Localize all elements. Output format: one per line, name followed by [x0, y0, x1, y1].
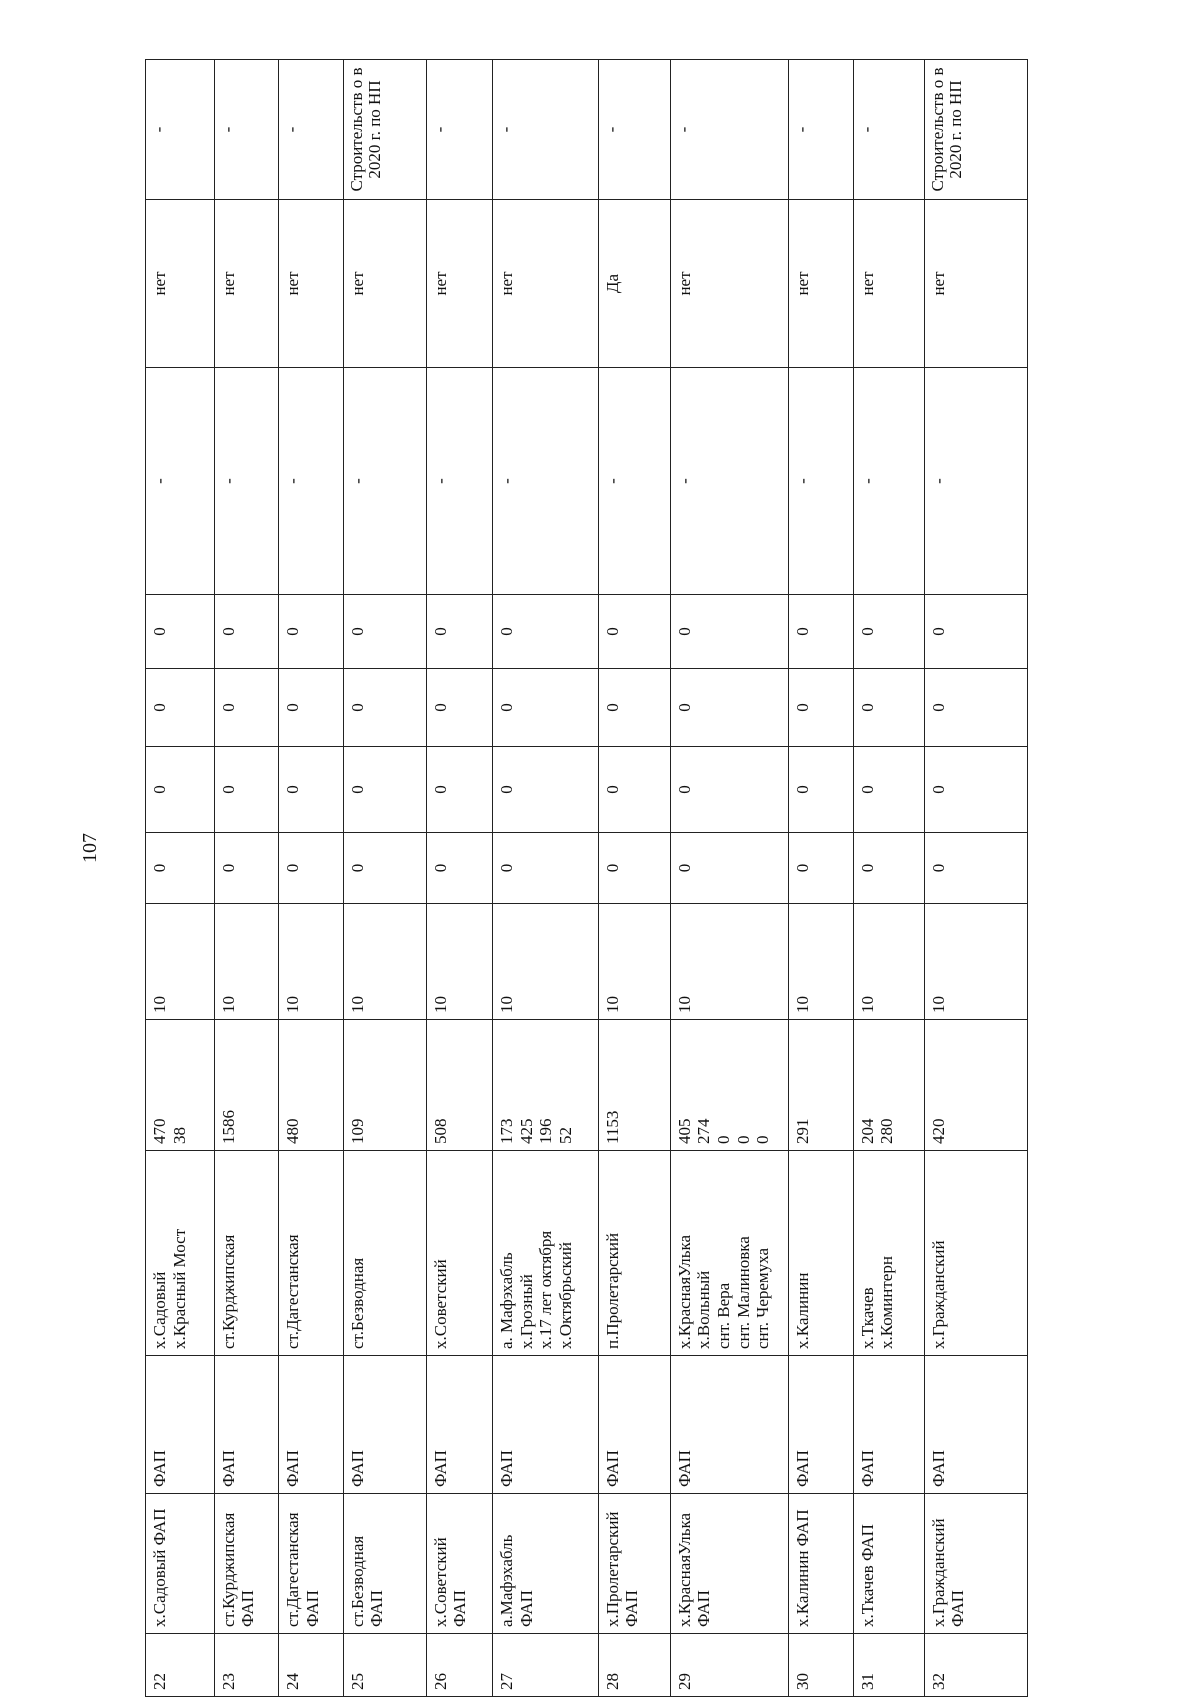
population-line: 38: [169, 1127, 189, 1144]
note: Строительств о в 2020 г. по НП: [924, 60, 1027, 200]
count-value: 10: [343, 904, 426, 1020]
row-number: 28: [598, 1634, 670, 1697]
zero-value: 0: [426, 747, 493, 833]
zero-value: 0: [214, 669, 278, 747]
population: [853, 1020, 924, 1151]
yes-no-flag: нет: [426, 200, 493, 368]
table-row: [789, 60, 853, 1697]
settlements-line: снт. Вера: [713, 1282, 733, 1349]
zero-value: 0: [598, 747, 670, 833]
row-number: 25: [343, 1634, 426, 1697]
zero-value: 0: [146, 833, 215, 904]
facility-name: х.Пролетарский ФАП: [598, 1494, 670, 1634]
population-line: 0: [733, 1135, 753, 1144]
zero-value: 0: [279, 747, 343, 833]
zero-value: 0: [493, 833, 598, 904]
facility-type: ФАП: [279, 1356, 343, 1494]
settlements: [670, 1151, 788, 1356]
settlements-line: х.Коминтерн: [877, 1256, 897, 1349]
settlements-line: х.Советский: [430, 1259, 450, 1349]
dash-value: -: [343, 368, 426, 595]
dash-value: -: [426, 368, 493, 595]
row-number: 31: [853, 1634, 924, 1697]
zero-value: 0: [214, 595, 278, 669]
row-number: 30: [789, 1634, 853, 1697]
zero-value: 0: [670, 669, 788, 747]
population-line: 420: [928, 1118, 948, 1144]
population-line: 1586: [218, 1110, 238, 1144]
count-value: 10: [789, 904, 853, 1020]
population-line: 405: [674, 1118, 694, 1144]
note: -: [789, 60, 853, 200]
zero-value: 0: [924, 747, 1027, 833]
settlements-line: х.Гражданский: [928, 1240, 948, 1349]
population: [146, 1020, 215, 1151]
zero-value: 0: [146, 669, 215, 747]
zero-value: 0: [279, 669, 343, 747]
row-number: 32: [924, 1634, 1027, 1697]
settlements: [279, 1151, 343, 1356]
facility-name: х.КраснаяУлька ФАП: [670, 1494, 788, 1634]
zero-value: 0: [853, 747, 924, 833]
facility-name: х.Ткачев ФАП: [853, 1494, 924, 1634]
table-row: [426, 60, 493, 1697]
zero-value: 0: [279, 833, 343, 904]
facility-name: ст.Дагестанская ФАП: [279, 1494, 343, 1634]
zero-value: 0: [924, 595, 1027, 669]
yes-no-flag: нет: [924, 200, 1027, 368]
yes-no-flag: нет: [789, 200, 853, 368]
zero-value: 0: [853, 833, 924, 904]
facility-type: ФАП: [598, 1356, 670, 1494]
facility-type: ФАП: [343, 1356, 426, 1494]
note: -: [426, 60, 493, 200]
table-body: [146, 60, 1028, 1697]
note: -: [853, 60, 924, 200]
settlements: [343, 1151, 426, 1356]
settlements-line: х.Красный Мост: [169, 1228, 189, 1349]
table-row: [343, 60, 426, 1697]
population: [598, 1020, 670, 1151]
dash-value: -: [789, 368, 853, 595]
count-value: 10: [670, 904, 788, 1020]
population-line: 0: [753, 1135, 773, 1144]
yes-no-flag: нет: [670, 200, 788, 368]
population-line: 109: [347, 1118, 367, 1144]
zero-value: 0: [853, 669, 924, 747]
facility-type: ФАП: [146, 1356, 215, 1494]
facility-name: х.Калинин ФАП: [789, 1494, 853, 1634]
note: -: [670, 60, 788, 200]
zero-value: 0: [670, 595, 788, 669]
table-row: [146, 60, 215, 1697]
dash-value: -: [146, 368, 215, 595]
zero-value: 0: [924, 669, 1027, 747]
table-row: [853, 60, 924, 1697]
note: -: [493, 60, 598, 200]
note: -: [214, 60, 278, 200]
zero-value: 0: [279, 595, 343, 669]
population: [214, 1020, 278, 1151]
zero-value: 0: [214, 833, 278, 904]
population-line: 0: [713, 1135, 733, 1144]
row-number: 23: [214, 1634, 278, 1697]
population-line: 480: [283, 1118, 303, 1144]
settlements-line: х.Садовый: [150, 1271, 169, 1349]
dash-value: -: [279, 368, 343, 595]
population-line: 204: [857, 1118, 877, 1144]
dash-value: -: [670, 368, 788, 595]
settlements: [426, 1151, 493, 1356]
zero-value: 0: [789, 595, 853, 669]
settlements: [146, 1151, 215, 1356]
count-value: 10: [924, 904, 1027, 1020]
count-value: 10: [426, 904, 493, 1020]
population: [924, 1020, 1027, 1151]
table-row: [279, 60, 343, 1697]
dash-value: -: [924, 368, 1027, 595]
population-line: 470: [150, 1118, 169, 1144]
population: [343, 1020, 426, 1151]
yes-no-flag: нет: [493, 200, 598, 368]
page-number: 107: [79, 833, 101, 863]
facility-name: х.Гражданский ФАП: [924, 1494, 1027, 1634]
table-row: [924, 60, 1027, 1697]
zero-value: 0: [493, 747, 598, 833]
facility-name: а.Мафэхабль ФАП: [493, 1494, 598, 1634]
population-line: 508: [430, 1118, 450, 1144]
population-line: 291: [793, 1118, 813, 1144]
zero-value: 0: [924, 833, 1027, 904]
zero-value: 0: [670, 833, 788, 904]
population-line: 274: [694, 1118, 714, 1144]
zero-value: 0: [343, 669, 426, 747]
settlements-line: ст.Курджипская: [218, 1234, 238, 1349]
zero-value: 0: [426, 595, 493, 669]
dash-value: -: [853, 368, 924, 595]
facility-type: ФАП: [214, 1356, 278, 1494]
zero-value: 0: [146, 747, 215, 833]
settlements-line: ст.Безводная: [347, 1257, 367, 1349]
row-number: 27: [493, 1634, 598, 1697]
row-number: 24: [279, 1634, 343, 1697]
zero-value: 0: [493, 669, 598, 747]
zero-value: 0: [493, 595, 598, 669]
yes-no-flag: нет: [853, 200, 924, 368]
population-line: 425: [516, 1118, 536, 1144]
population: [789, 1020, 853, 1151]
yes-no-flag: Да: [598, 200, 670, 368]
zero-value: 0: [789, 669, 853, 747]
settlements-line: п.Пролетарский: [602, 1232, 622, 1349]
row-number: 29: [670, 1634, 788, 1697]
zero-value: 0: [343, 595, 426, 669]
settlements-line: а. Мафэхабль: [497, 1252, 517, 1349]
settlements: [853, 1151, 924, 1356]
count-value: 10: [146, 904, 215, 1020]
count-value: 10: [853, 904, 924, 1020]
note: Строительств о в 2020 г. по НП: [343, 60, 426, 200]
zero-value: 0: [789, 747, 853, 833]
zero-value: 0: [343, 747, 426, 833]
settlements-line: х.Вольный: [694, 1270, 714, 1349]
zero-value: 0: [426, 669, 493, 747]
settlements-line: снт. Малиновка: [733, 1236, 753, 1349]
yes-no-flag: нет: [279, 200, 343, 368]
zero-value: 0: [343, 833, 426, 904]
zero-value: 0: [426, 833, 493, 904]
settlements-line: х.КраснаяУлька: [674, 1234, 694, 1349]
facility-name: ст.Безводная ФАП: [343, 1494, 426, 1634]
zero-value: 0: [598, 833, 670, 904]
facility-type: ФАП: [670, 1356, 788, 1494]
rotated-table-container: [145, 67, 1028, 1697]
population-line: 280: [877, 1118, 897, 1144]
count-value: 10: [493, 904, 598, 1020]
settlements-line: ст.Дагестанская: [283, 1234, 303, 1349]
settlements: [789, 1151, 853, 1356]
count-value: 10: [214, 904, 278, 1020]
row-number: 22: [146, 1634, 215, 1697]
population-line: 1153: [602, 1110, 622, 1144]
settlements-line: х.Ткачев: [857, 1287, 877, 1349]
facility-name: х.Советский ФАП: [426, 1494, 493, 1634]
settlements-line: х.17 лет октября: [536, 1230, 556, 1349]
table-row: [493, 60, 598, 1697]
dash-value: -: [493, 368, 598, 595]
facility-name: х.Садовый ФАП: [146, 1494, 215, 1634]
yes-no-flag: нет: [343, 200, 426, 368]
count-value: 10: [279, 904, 343, 1020]
table-row: [598, 60, 670, 1697]
zero-value: 0: [146, 595, 215, 669]
facility-type: ФАП: [426, 1356, 493, 1494]
note: -: [146, 60, 215, 200]
settlements-line: х.Калинин: [793, 1272, 813, 1349]
population: [670, 1020, 788, 1151]
zero-value: 0: [670, 747, 788, 833]
note: -: [598, 60, 670, 200]
facility-name: ст.Курджипская ФАП: [214, 1494, 278, 1634]
facility-type: ФАП: [493, 1356, 598, 1494]
settlements: [214, 1151, 278, 1356]
table-row: [670, 60, 788, 1697]
dash-value: -: [214, 368, 278, 595]
yes-no-flag: нет: [214, 200, 278, 368]
settlements: [493, 1151, 598, 1356]
facility-type: ФАП: [924, 1356, 1027, 1494]
facility-type: ФАП: [789, 1356, 853, 1494]
settlements-line: х.Грозный: [516, 1274, 536, 1349]
dash-value: -: [598, 368, 670, 595]
zero-value: 0: [598, 595, 670, 669]
yes-no-flag: нет: [146, 200, 215, 368]
table-row: [214, 60, 278, 1697]
population-line: 196: [536, 1118, 556, 1144]
table-wrapper: [145, 67, 1028, 1697]
population-line: 173: [497, 1118, 517, 1144]
zero-value: 0: [598, 669, 670, 747]
row-number: 26: [426, 1634, 493, 1697]
population: [493, 1020, 598, 1151]
settlements-line: снт. Черемуха: [753, 1247, 773, 1349]
note: -: [279, 60, 343, 200]
zero-value: 0: [214, 747, 278, 833]
zero-value: 0: [853, 595, 924, 669]
population: [279, 1020, 343, 1151]
count-value: 10: [598, 904, 670, 1020]
population-line: 52: [555, 1127, 575, 1144]
facility-type: ФАП: [853, 1356, 924, 1494]
facility-registry-table: [145, 59, 1028, 1697]
settlements: [924, 1151, 1027, 1356]
population: [426, 1020, 493, 1151]
settlements: [598, 1151, 670, 1356]
zero-value: 0: [789, 833, 853, 904]
settlements-line: х.Октябрьский: [555, 1242, 575, 1349]
